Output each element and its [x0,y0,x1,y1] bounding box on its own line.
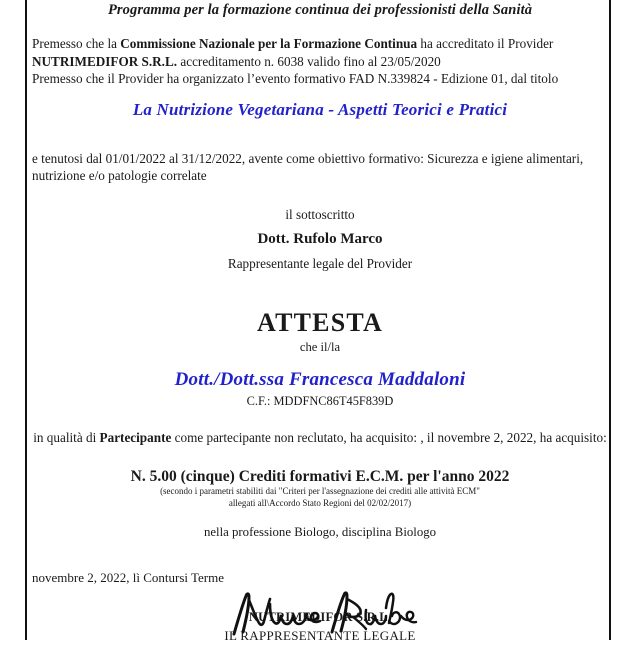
premise-line-3: Premesso che il Provider ha organizzato l’evento formativo FAD N.339824 - Edizione 01, dal titolo [32,71,559,86]
premise-line-1 [32,35,608,53]
che-il-la-label: che il/la [299,339,341,354]
fiscal-code: C.F.: MDDFNC86T45F839D [246,393,394,408]
undersigned-role: Rappresentante legale del Provider [227,255,413,271]
place-and-date: novembre 2, 2022, lì Contursi Terme [32,570,225,585]
premise-line-2 [32,53,608,71]
left-border-rule [25,0,27,640]
undersigned-label: il sottoscritto [285,206,355,222]
signer-role: IL RAPPRESENTANTE LEGALE [224,628,416,643]
premise-line-1-suffix: ha accreditato il Provider [417,36,554,51]
premise-block [32,35,608,88]
qualification-prefix: in qualità di [33,429,100,445]
fineprint-line-2: allegati all\Accordo Stato Regioni del 02/02/2017) [228,497,412,508]
accreditation-text: accreditamento n. 6038 valido fino al 23/05/2020 [177,53,441,69]
certificate-content [32,0,608,644]
qualification-line [32,429,608,447]
right-border-rule [609,0,611,640]
provider-name-bold: NUTRIMEDIFOR S.R.L. [32,53,178,69]
signer-company: NUTRIMEDIFOR S.R.L. [248,610,392,624]
profession-discipline: nella professione Biologo, disciplina Biologo [203,525,437,539]
credits-fineprint [32,486,608,509]
qualification-role: Partecipante [99,429,172,445]
credits-awarded: N. 5.00 (cinque) Crediti formativi E.C.M. per l'anno 2022 [130,468,510,485]
participant-name: Dott./Dott.ssa Francesca Maddaloni [174,368,466,390]
qualification-suffix: come partecipante non reclutato, ha acquisito: , il novembre 2, 2022, ha acquisito: [171,429,607,445]
attesta-heading: ATTESTA [257,307,383,337]
premise-line-1-prefix: Premesso che la [32,36,121,51]
undersigned-name: Dott. Rufolo Marco [257,230,383,247]
course-title: La Nutrizione Vegetariana - Aspetti Teorici e Pratici [132,99,508,119]
commission-name: Commissione Nazionale per la Formazione Continua [120,36,418,51]
fineprint-line-1: (secondo i parametri stabiliti dai "Criteri per l'assegnazione dei crediti alle attività ECM" [160,486,480,496]
page-title: Programma per la formazione continua dei professionisti della Sanità [107,2,533,18]
course-period-objective: e tenutosi dal 01/01/2022 al 31/12/2022, avente come obiettivo formativo: Sicurezza e igiene alimentari, nutrizione e/o patologie correlate [32,150,584,183]
